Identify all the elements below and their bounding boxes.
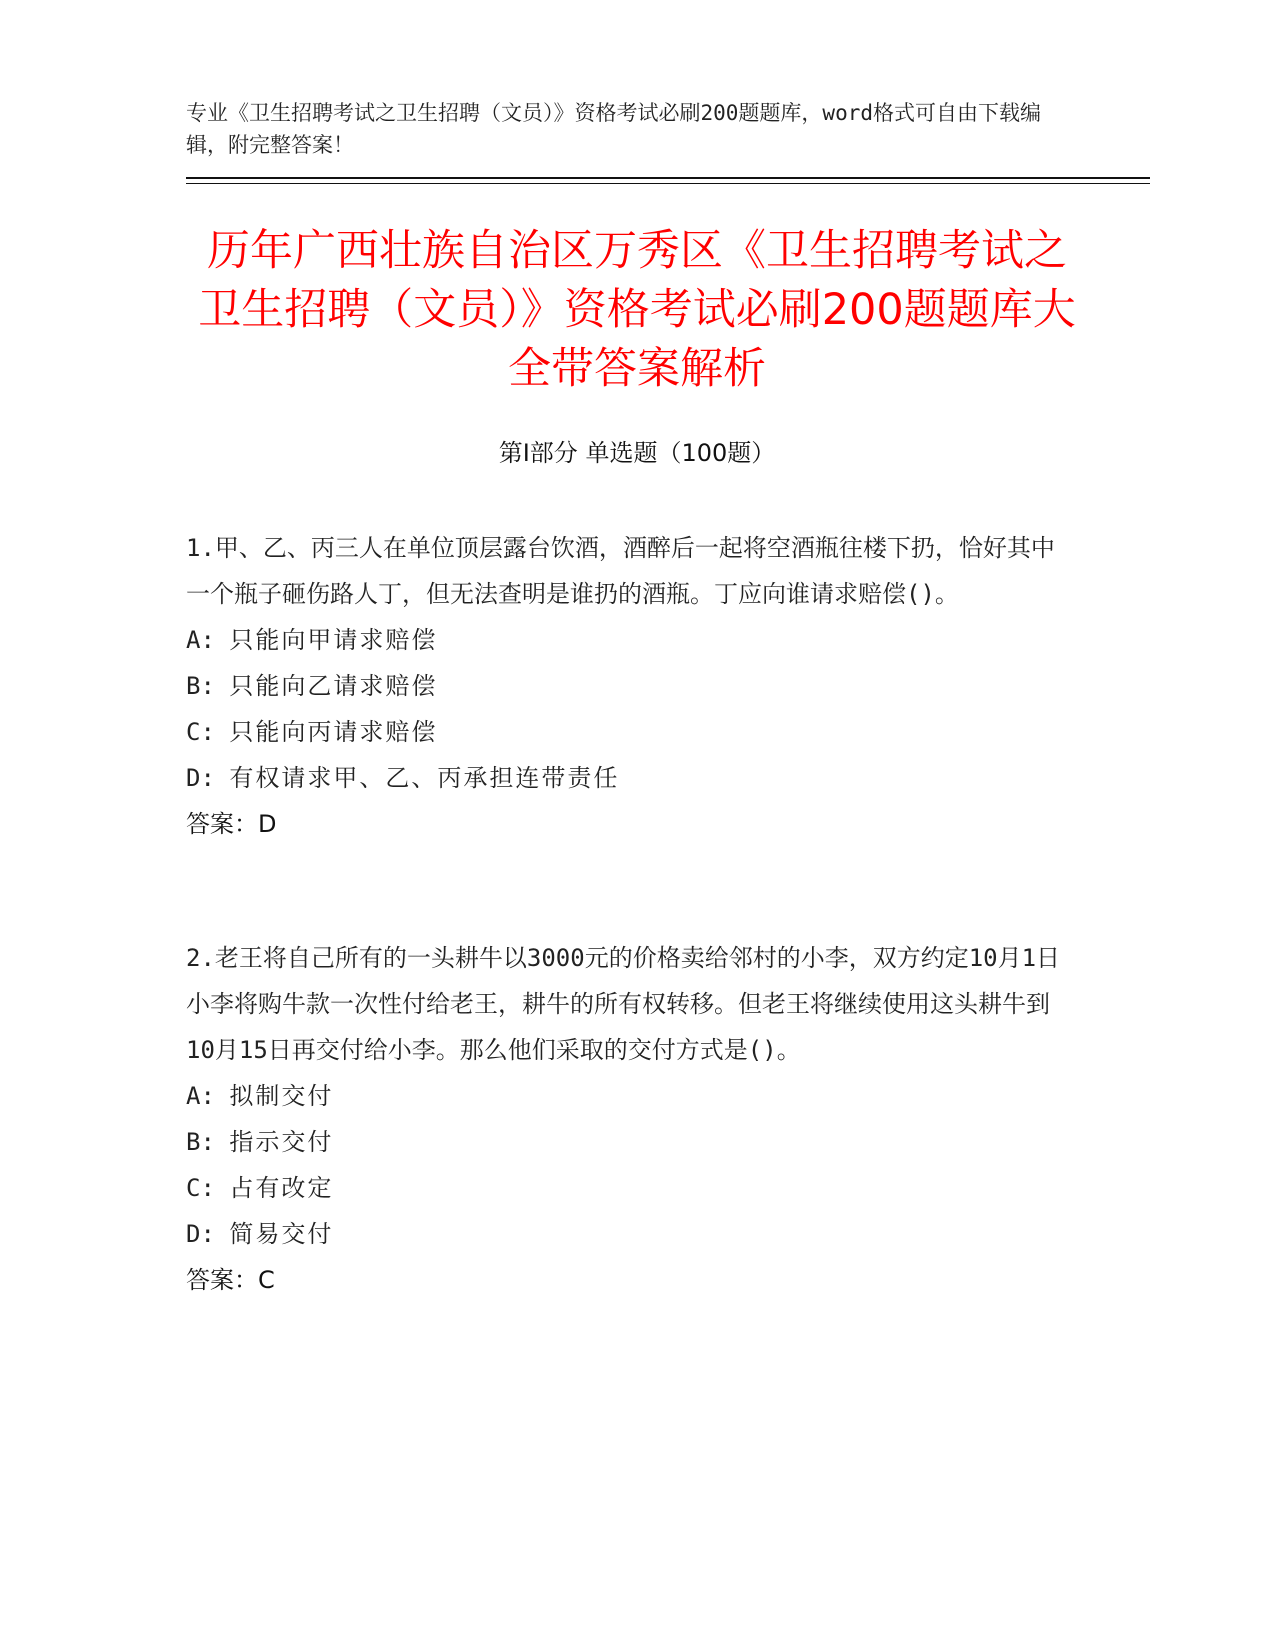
option-d [186,755,1066,801]
option-c [186,709,1066,755]
question-2 [186,935,1066,1303]
option-key: D: [186,1220,215,1248]
option-key: A: [186,1082,215,1110]
option-a [186,1073,1066,1119]
question-1 [186,525,1066,847]
answer-line: 答案：C [186,1266,275,1294]
option-key: B: [186,1128,215,1156]
option-text: 简易交付 [229,1220,334,1248]
header-divider-thick [186,177,1150,179]
option-key: C: [186,718,215,746]
question-stem: 1.甲、乙、丙三人在单位顶层露台饮酒，酒醉后一起将空酒瓶往楼下扔，恰好其中一个瓶子砸伤路人丁，但无法查明是谁扔的酒瓶。丁应向谁请求赔偿()。 [186,534,1055,608]
option-d [186,1211,1066,1257]
option-key: C: [186,1174,215,1202]
section-heading: 第I部分 单选题（100题） [498,439,776,467]
option-text: 拟制交付 [229,1082,334,1110]
option-text: 只能向甲请求赔偿 [229,626,438,654]
option-text: 占有改定 [229,1174,334,1202]
option-key: D: [186,764,215,792]
option-key: A: [186,626,215,654]
question-stem: 2.老王将自己所有的一头耕牛以3000元的价格卖给邻村的小李，双方约定10月1日小李将购牛款一次性付给老王，耕牛的所有权转移。但老王将继续使用这头耕牛到10月15日再交付给小李。那么他们采取的交付方式是()。 [186,944,1061,1064]
header-note: 专业《卫生招聘考试之卫生招聘（文员）》资格考试必刷200题题库，word格式可自由下载编辑，附完整答案！ [186,101,1041,157]
option-text: 有权请求甲、乙、丙承担连带责任 [229,764,620,792]
header-divider-thin [186,183,1150,184]
option-c [186,1165,1066,1211]
option-key: B: [186,672,215,700]
option-a [186,617,1066,663]
document-title: 历年广西壮族自治区万秀区《卫生招聘考试之卫生招聘（文员）》资格考试必刷200题题库大全带答案解析 [198,226,1076,394]
option-text: 指示交付 [229,1128,334,1156]
option-text: 只能向丙请求赔偿 [229,718,438,746]
option-text: 只能向乙请求赔偿 [229,672,438,700]
option-b [186,1119,1066,1165]
answer-line: 答案：D [186,810,277,838]
option-b [186,663,1066,709]
